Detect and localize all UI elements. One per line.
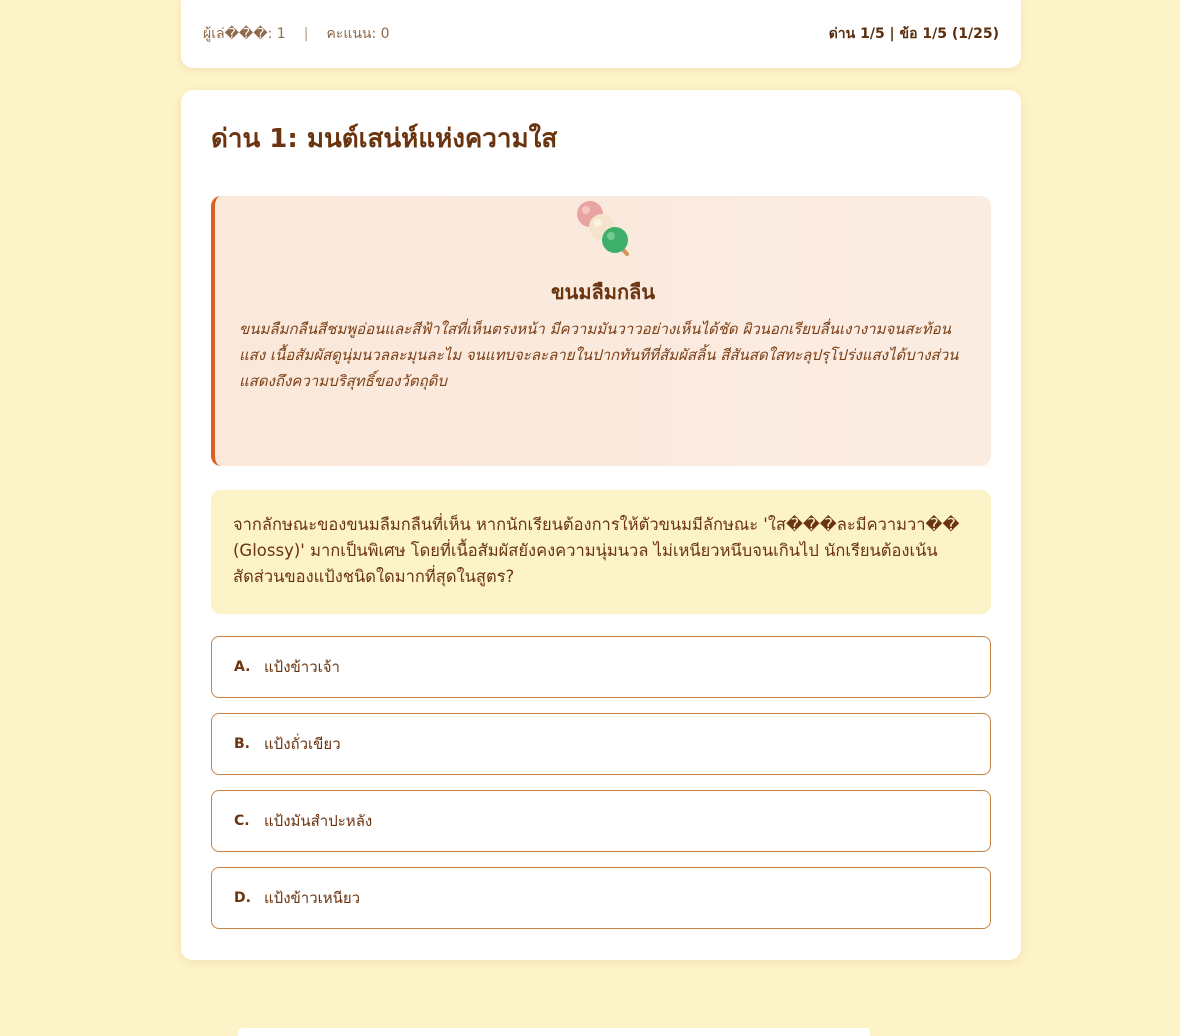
option-key: B. <box>234 736 250 752</box>
item-info-box <box>211 196 991 466</box>
option-d-button[interactable] <box>211 867 991 929</box>
status-separator: | <box>303 26 309 42</box>
score-display: คะแนน: 0 <box>326 26 390 42</box>
item-description: ขนมลืมกลืนสีชมพูอ่อนและสีฟ้าใสที่เห็นตรงหน้า มีความมันวาวอย่างเห็นได้ชัด ผิวนอกเรียบลื่นเงางามจนสะท้อนแสง เนื้อสัมผัสดูนุ่มนวลละมุนละไม จนแทบจะละลายในปากทันทีที่สัมผัสลิ้น สีสันสดใสทะลุปรุโปร่งแสงได้บางส่วน แสดงถึงความบริสุทธิ์ของวัตถุดิบ <box>239 320 959 390</box>
status-bar <box>181 0 1021 68</box>
option-text: แป้งข้าวเจ้า <box>264 658 340 676</box>
option-text: แป้งข้าวเหนียว <box>264 889 361 907</box>
progress-indicator: ด่าน 1/5 | ข้อ 1/5 (1/25) <box>828 26 999 42</box>
player-count: ผู้เล่���: 1 <box>203 26 286 42</box>
bottom-panel-edge <box>238 1028 870 1036</box>
option-a-button[interactable] <box>211 636 991 698</box>
question-box <box>211 490 991 614</box>
option-key: D. <box>234 890 251 906</box>
option-key: A. <box>234 659 251 675</box>
quiz-card <box>181 90 1021 960</box>
answer-options <box>211 636 991 929</box>
option-key: C. <box>234 813 250 829</box>
status-left <box>203 23 390 45</box>
item-name: ขนมลืมกลืน <box>550 280 655 304</box>
option-c-button[interactable] <box>211 790 991 852</box>
option-b-button[interactable] <box>211 713 991 775</box>
option-text: แป้งถั่วเขียว <box>264 735 341 753</box>
question-text: จากลักษณะของขนมลืมกลืนที่เห็น หากนักเรียนต้องการให้ตัวขนมมีลักษณะ 'ใส���ละมีความวา�� (Glossy)' มากเป็นพิเศษ โดยที่เนื้อสัมผัสยังคงความนุ่มนวล ไม่เหนียวหนึบจนเกินไป นักเรียนต้องเน้นสัดส่วนของแป้งชนิดใดมากที่สุดในสูตร? <box>233 515 960 586</box>
dango-icon <box>571 196 635 260</box>
stage-title: ด่าน 1: มนต์เสน่ห์แห่งความใส <box>211 124 558 154</box>
option-text: แป้งมันสำปะหลัง <box>264 812 373 830</box>
